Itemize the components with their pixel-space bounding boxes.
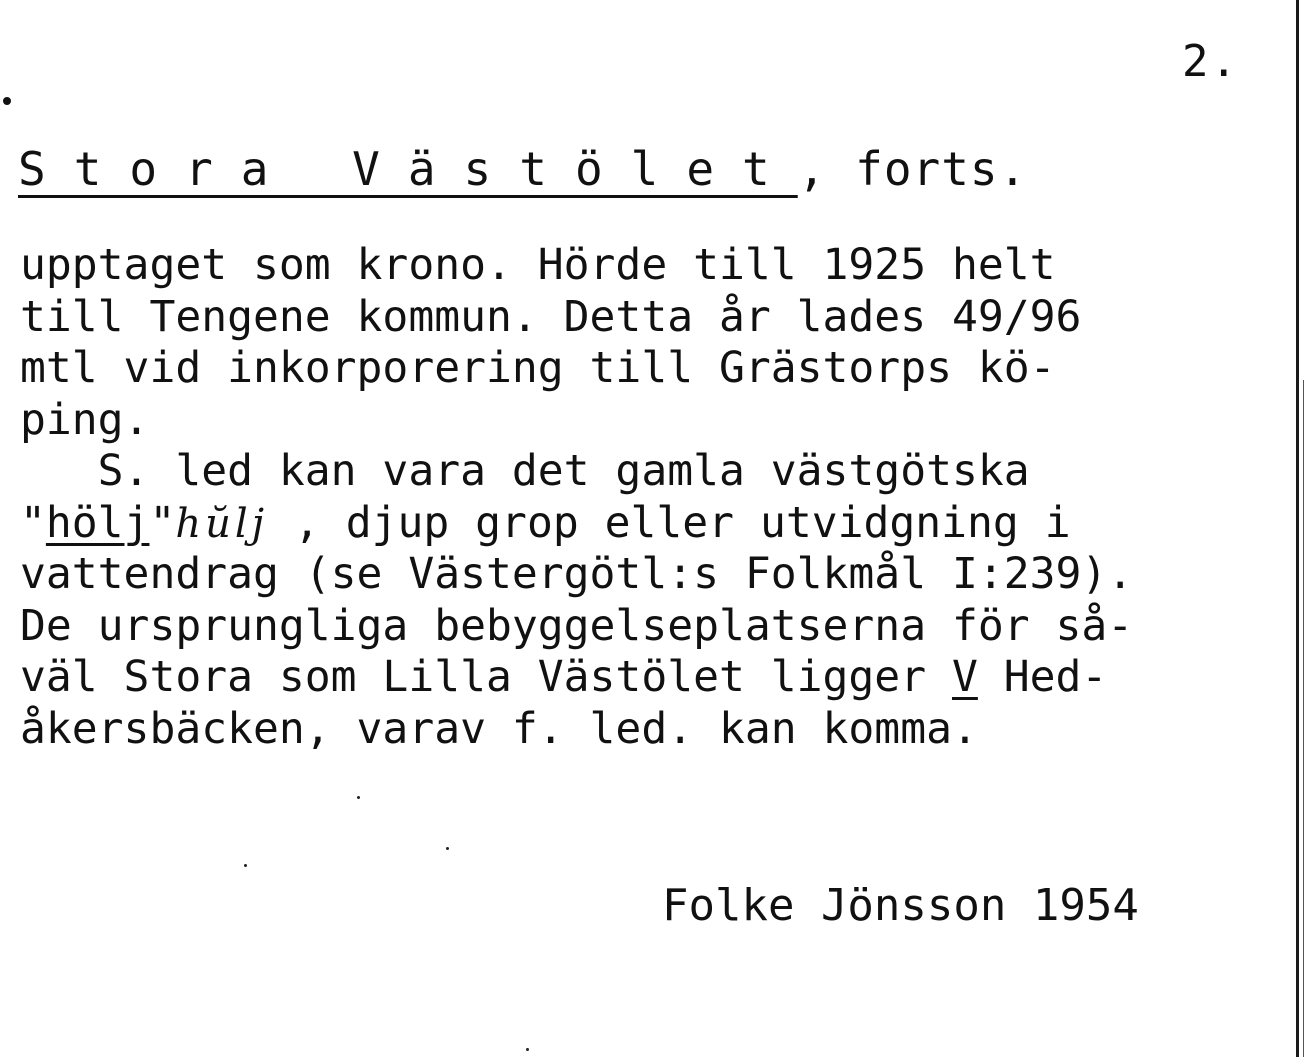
page-number: 2.	[1182, 36, 1239, 87]
handwritten-phonetic: hŭlj	[175, 500, 269, 547]
page-heading	[18, 142, 1027, 196]
body-line: mtl vid inkorporering till Grästorps kö-	[20, 343, 1056, 393]
body-line: S. led kan vara det gamla västgötska	[20, 446, 1030, 496]
body-line: åkersbäcken, varav f. led. kan komma.	[20, 703, 978, 754]
scan-speck	[357, 796, 360, 799]
body-line: ping.	[20, 394, 150, 445]
heading-title: Stora Västölet	[18, 142, 798, 196]
body-line: vattendrag (se Västergötl:s Folkmål I:239).	[20, 549, 1134, 599]
card-edge	[1296, 0, 1299, 1057]
quote-close: "	[149, 497, 176, 548]
body-line-post: Hed-	[977, 652, 1108, 702]
body-line: De ursprungliga bebyggelseplatserna för så-	[20, 600, 1134, 651]
body-line: upptaget som krono. Hörde till 1925 helt	[20, 240, 1056, 290]
signature: Folke Jönsson 1954	[662, 880, 1139, 931]
body-line	[20, 498, 1292, 550]
scan-speck	[244, 864, 247, 867]
quote-open: "	[20, 497, 46, 548]
scan-speck	[446, 847, 449, 850]
heading-suffix: , forts.	[797, 142, 1028, 196]
margin-dot	[3, 97, 11, 105]
body-line: till Tengene kommun. Detta år lades 49/96	[20, 291, 1082, 342]
body-line-rest: , djup grop eller utvidgning i	[268, 497, 1071, 548]
underlined-v: V	[951, 652, 978, 702]
card-edge-secondary	[1303, 380, 1304, 1057]
body-line	[20, 652, 1292, 704]
body-text	[20, 240, 1292, 755]
body-line-pre: väl Stora som Lilla Västölet ligger	[20, 652, 952, 702]
dialect-word: hölj	[45, 497, 150, 548]
scan-speck	[526, 1048, 529, 1051]
